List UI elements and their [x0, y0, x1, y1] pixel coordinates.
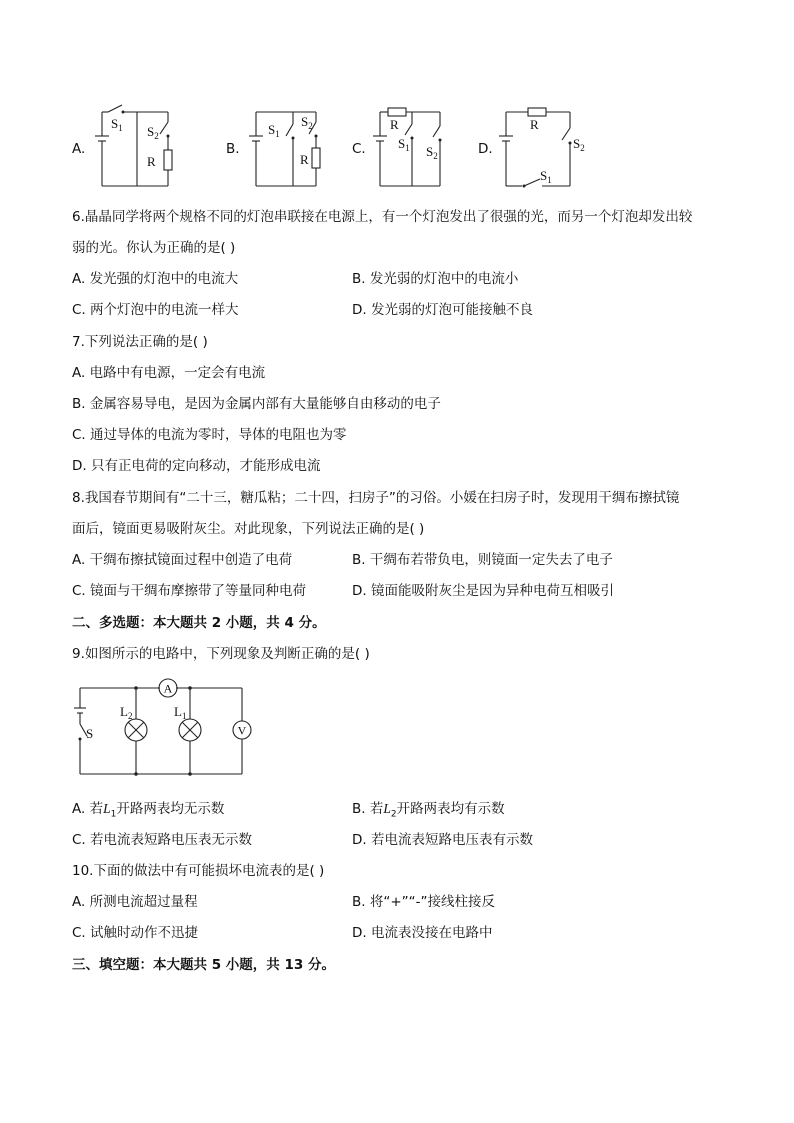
q9-option-d[interactable]: D. 若电流表短路电压表有示数 — [352, 832, 533, 848]
q6-option-d[interactable]: D. 发光弱的灯泡可能接触不良 — [352, 302, 533, 318]
q10-option-d[interactable]: D. 电流表没接在电路中 — [352, 925, 493, 941]
svg-text:L2: $L_2$ — [120, 704, 133, 721]
q7-option-d[interactable]: D. 只有正电荷的定向移动，才能形成电流 — [72, 458, 321, 474]
q10-stem: 10.下面的做法中有可能损坏电流表的是( ) — [72, 863, 325, 879]
circuit-diagram-d — [498, 100, 588, 190]
section-2-heading: 二、多选题：本大题共 2 小题，共 4 分。 — [72, 615, 326, 631]
q7-option-c[interactable]: C. 通过导体的电流为零时，导体的电阻也为零 — [72, 427, 347, 443]
q10-option-c[interactable]: C. 试触时动作不迅捷 — [72, 925, 199, 941]
svg-text:S2: $S_2$ — [426, 144, 438, 161]
q9-stem: 9.如图所示的电路中，下列现象及判断正确的是( ) — [72, 646, 370, 662]
svg-text:S2: $S_2$ — [147, 124, 159, 141]
svg-text:S1: $S_1$ — [540, 168, 552, 185]
svg-text:R: R — [300, 152, 309, 167]
svg-text:S2: $S_2$ — [301, 114, 313, 131]
circuit-diagram-b — [246, 100, 336, 190]
q10-option-b[interactable]: B. 将“+”“-”接线柱接反 — [352, 894, 496, 910]
q9-option-c[interactable]: C. 若电流表短路电压表无示数 — [72, 832, 253, 848]
q6-option-a[interactable]: A. 发光强的灯泡中的电流大 — [72, 271, 239, 287]
circuit-diagram-a — [92, 100, 182, 190]
section-3-heading: 三、填空题：本大题共 5 小题，共 13 分。 — [72, 957, 335, 973]
q8-stem-line1: 8.我国春节期间有“二十三，糖瓜粘；二十四，扫房子”的习俗。小媛在扫房子时，发现用干绸布擦拭镜 — [72, 490, 680, 506]
q6-stem-line2: 弱的光。你认为正确的是( ) — [72, 240, 236, 256]
q7-option-a[interactable]: A. 电路中有电源，一定会有电流 — [72, 365, 266, 381]
q9-option-b[interactable]: B. 若$L_2$开路两表均有示数 — [352, 801, 505, 820]
option-a-letter: A. — [72, 141, 86, 157]
svg-text:L1: $L_1$ — [174, 704, 187, 721]
svg-text:S2: $S_2$ — [573, 136, 585, 153]
q6-option-c[interactable]: C. 两个灯泡中的电流一样大 — [72, 302, 239, 318]
option-d-letter: D. — [478, 141, 493, 157]
q10-option-a[interactable]: A. 所测电流超过量程 — [72, 894, 198, 910]
svg-text:S1: $S_1$ — [111, 116, 123, 133]
option-b-letter: B. — [226, 141, 240, 157]
q8-option-c[interactable]: C. 镜面与干绸布摩擦带了等量同种电荷 — [72, 583, 307, 599]
svg-text:S1: $S_1$ — [268, 122, 280, 139]
q8-option-b[interactable]: B. 干绸布若带负电，则镜面一定失去了电子 — [352, 552, 613, 568]
q6-stem-line1: 6.晶晶同学将两个规格不同的灯泡串联接在电源上，有一个灯泡发出了很强的光，而另一个灯泡却发出较 — [72, 209, 693, 225]
q8-stem-line2: 面后，镜面更易吸附灰尘。对此现象，下列说法正确的是( ) — [72, 521, 425, 537]
svg-text:S1: $S_1$ — [398, 136, 410, 153]
option-c-letter: C. — [352, 141, 366, 157]
circuit-diagram-c — [372, 100, 462, 190]
svg-text:A: A — [163, 681, 173, 696]
q7-option-b[interactable]: B. 金属容易导电，是因为金属内部有大量能够自由移动的电子 — [72, 396, 441, 412]
svg-text:R: R — [147, 154, 156, 169]
q7-stem: 7.下列说法正确的是( ) — [72, 334, 208, 350]
svg-text:V: V — [237, 723, 247, 738]
q8-option-d[interactable]: D. 镜面能吸附灰尘是因为异种电荷互相吸引 — [352, 583, 614, 599]
q8-option-a[interactable]: A. 干绸布擦拭镜面过程中创造了电荷 — [72, 552, 293, 568]
svg-text:R: R — [530, 117, 539, 132]
q9-circuit-diagram — [70, 672, 260, 782]
svg-text:S: S — [86, 726, 94, 741]
svg-text:R: R — [390, 117, 399, 132]
q9-option-a[interactable]: A. 若$L_1$开路两表均无示数 — [72, 801, 225, 820]
q6-option-b[interactable]: B. 发光弱的灯泡中的电流小 — [352, 271, 519, 287]
